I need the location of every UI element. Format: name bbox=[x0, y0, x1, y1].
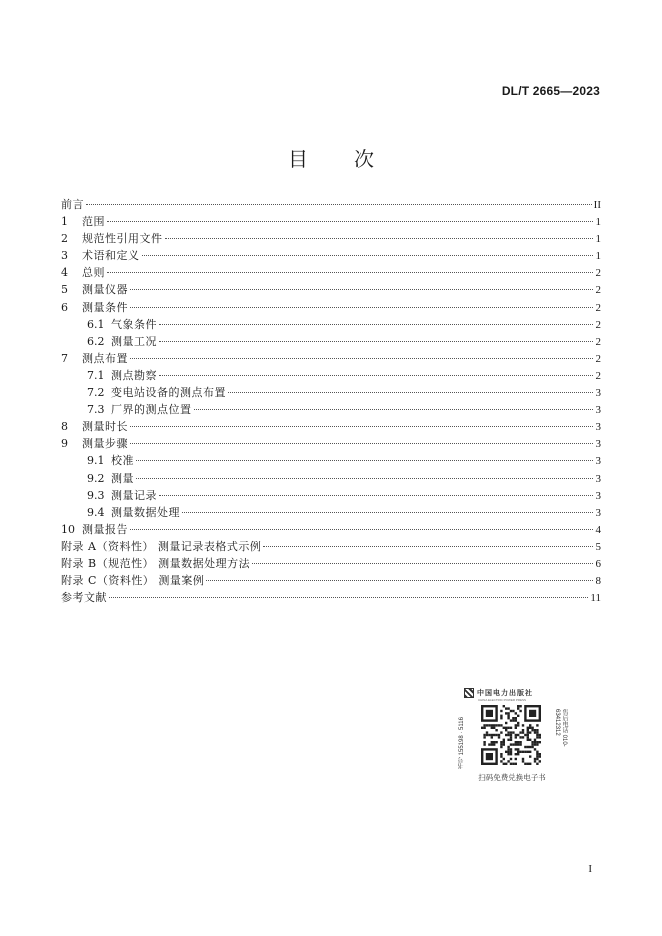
toc-entry-page: 4 bbox=[595, 523, 601, 536]
toc-entry-label: 变电站设备的测点布置 bbox=[111, 386, 226, 400]
toc-entry-label: 参考文献 bbox=[61, 591, 107, 605]
toc-entry-page: 8 bbox=[595, 575, 601, 588]
toc-entry-label: 测量时长 bbox=[82, 420, 128, 434]
toc-entry-page: 11 bbox=[590, 592, 601, 605]
toc-entry[interactable] bbox=[61, 281, 601, 298]
toc-dot-leader bbox=[159, 324, 593, 325]
toc-entry-number: 6.2 bbox=[87, 334, 105, 348]
toc-entry-page: 6 bbox=[595, 557, 601, 570]
standard-code: DL/T 2665—2023 bbox=[501, 84, 600, 98]
toc-entry-page: 3 bbox=[595, 506, 601, 519]
toc-entry[interactable] bbox=[61, 299, 601, 316]
toc-entry-label: 测量条件 bbox=[82, 300, 128, 314]
toc-entry-number: 9 bbox=[61, 437, 68, 451]
toc-entry[interactable] bbox=[61, 316, 601, 333]
toc-entry-number: 7.2 bbox=[87, 386, 105, 400]
toc-dot-leader bbox=[228, 392, 593, 393]
toc-dot-leader bbox=[86, 204, 592, 205]
toc-entry-label: 测量数据处理 bbox=[111, 505, 180, 519]
toc-entry[interactable] bbox=[61, 538, 601, 555]
toc-entry[interactable] bbox=[61, 589, 601, 606]
toc-entry[interactable] bbox=[61, 470, 601, 487]
toc-entry-page: 2 bbox=[595, 267, 601, 280]
toc-entry-label: 测点勘察 bbox=[111, 368, 157, 382]
toc-entry-page: 3 bbox=[595, 489, 601, 502]
toc-entry[interactable] bbox=[61, 350, 601, 367]
toc-dot-leader bbox=[159, 341, 593, 342]
toc-entry-page: 2 bbox=[595, 335, 601, 348]
toc-dot-leader bbox=[136, 460, 593, 461]
toc-entry[interactable] bbox=[61, 521, 601, 538]
toc-entry-page: II bbox=[593, 199, 601, 211]
toc-entry-label: 前言 bbox=[61, 198, 84, 211]
toc-entry-page: 3 bbox=[595, 472, 601, 485]
toc-entry-page: 3 bbox=[595, 421, 601, 434]
toc-entry-number: 10 bbox=[61, 522, 75, 536]
toc-dot-leader bbox=[182, 512, 593, 513]
toc-dot-leader bbox=[142, 255, 594, 256]
isbn-vertical-text: 书号 155198 · 5116 bbox=[459, 717, 465, 769]
toc-entry[interactable] bbox=[61, 247, 601, 264]
toc-entry-page: 3 bbox=[595, 455, 601, 468]
toc-dot-leader bbox=[136, 478, 593, 479]
toc-dot-leader bbox=[109, 597, 588, 598]
toc-entry[interactable] bbox=[61, 230, 601, 247]
toc-entry-label: 术语和定义 bbox=[82, 249, 140, 263]
toc-dot-leader bbox=[130, 289, 593, 290]
toc-dot-leader bbox=[159, 375, 593, 376]
toc-entry-label: 范围 bbox=[82, 215, 105, 229]
toc-entry-label: 附录 C（资料性） 测量案例 bbox=[61, 574, 205, 588]
toc-entry[interactable] bbox=[61, 555, 601, 572]
toc-dot-leader bbox=[130, 529, 593, 530]
phone-vertical-text: 售后电话 010-63412312 bbox=[554, 709, 567, 747]
toc-entry-number: 6.1 bbox=[87, 317, 105, 331]
toc-entry[interactable] bbox=[61, 384, 601, 401]
toc-entry-number: 7.3 bbox=[87, 403, 105, 417]
toc-entry-number: 9.4 bbox=[87, 505, 105, 519]
toc-entry-label: 总则 bbox=[82, 266, 105, 280]
toc-entry-label: 测量 bbox=[111, 471, 134, 485]
toc-entry[interactable] bbox=[61, 487, 601, 504]
toc-dot-leader bbox=[263, 546, 593, 547]
toc-dot-leader bbox=[252, 563, 593, 564]
toc-entry-label: 测量记录 bbox=[111, 488, 157, 502]
toc-entry-number: 9.3 bbox=[87, 488, 105, 502]
toc-dot-leader bbox=[130, 426, 593, 427]
toc-entry-number: 6 bbox=[61, 300, 68, 314]
toc-entry-number: 8 bbox=[61, 420, 68, 434]
toc-dot-leader bbox=[206, 580, 593, 581]
publisher-logo-text: 中国电力出版社 bbox=[477, 688, 533, 697]
toc-dot-leader bbox=[130, 443, 593, 444]
toc-dot-leader bbox=[107, 272, 593, 273]
toc-entry[interactable] bbox=[61, 196, 601, 213]
toc-entry-page: 5 bbox=[595, 540, 601, 553]
toc-entry-label: 附录 A（资料性） 测量记录表格式示例 bbox=[61, 539, 262, 553]
qr-caption: 扫码免费兑换电子书 bbox=[478, 773, 546, 782]
toc-entry-number: 9.1 bbox=[87, 454, 105, 468]
toc-entry[interactable] bbox=[61, 435, 601, 452]
toc-entry-label: 厂界的测点位置 bbox=[111, 403, 192, 417]
toc-entry-number: 2 bbox=[61, 232, 68, 246]
toc-entry[interactable] bbox=[61, 264, 601, 281]
toc-entry-number: 9.2 bbox=[87, 471, 105, 485]
toc-entry-label: 附录 B（规范性） 测量数据处理方法 bbox=[61, 556, 251, 570]
toc-entry-page: 1 bbox=[595, 233, 601, 246]
toc-dot-leader bbox=[130, 307, 593, 308]
toc-dot-leader bbox=[165, 238, 594, 239]
toc-entry-page: 3 bbox=[595, 387, 601, 400]
toc-dot-leader bbox=[130, 358, 593, 359]
toc-entry[interactable] bbox=[61, 333, 601, 350]
toc-entry-page: 1 bbox=[595, 216, 601, 229]
toc-entry-page: 2 bbox=[595, 369, 601, 382]
toc-dot-leader bbox=[107, 221, 593, 222]
toc-entry[interactable] bbox=[61, 213, 601, 230]
publisher-english-name: CHINA ELECTRIC POWER PRESS bbox=[478, 698, 527, 702]
toc-entry[interactable] bbox=[61, 504, 601, 521]
toc-entry-page: 3 bbox=[595, 438, 601, 451]
toc-entry-label: 测量仪器 bbox=[82, 283, 128, 297]
qr-code-icon[interactable] bbox=[470, 704, 552, 766]
toc-entry[interactable] bbox=[61, 401, 601, 418]
toc-entry-number: 7.1 bbox=[87, 368, 105, 382]
toc-entry[interactable] bbox=[61, 452, 601, 469]
toc-entry-number: 3 bbox=[61, 249, 68, 263]
toc-entry-page: 3 bbox=[595, 404, 601, 417]
toc-entry-label: 测点布置 bbox=[82, 351, 128, 365]
toc-entry-page: 2 bbox=[595, 284, 601, 297]
toc-entry-page: 2 bbox=[595, 352, 601, 365]
toc-entry-label: 测量工况 bbox=[111, 334, 157, 348]
toc-entry-label: 气象条件 bbox=[111, 317, 157, 331]
toc-entry-label: 校准 bbox=[111, 454, 134, 468]
toc-dot-leader bbox=[194, 409, 594, 410]
toc-entry-page: 2 bbox=[595, 318, 601, 331]
toc-entry-number: 4 bbox=[61, 266, 68, 280]
publisher-logo-icon bbox=[464, 688, 474, 698]
toc-entry[interactable] bbox=[61, 572, 601, 589]
toc-entry-page: 1 bbox=[595, 250, 601, 263]
page-title: 目次 bbox=[288, 147, 420, 171]
toc-entry-label: 测量报告 bbox=[82, 522, 128, 536]
toc-entry-number: 7 bbox=[61, 351, 68, 365]
toc-entry[interactable] bbox=[61, 367, 601, 384]
toc-entry-number: 1 bbox=[61, 215, 68, 229]
qr-promo-card bbox=[458, 687, 568, 789]
toc-dot-leader bbox=[159, 495, 593, 496]
toc-entry-label: 规范性引用文件 bbox=[82, 232, 163, 246]
toc-entry[interactable] bbox=[61, 418, 601, 435]
toc-entry-label: 测量步骤 bbox=[82, 437, 128, 451]
page-number: I bbox=[588, 863, 592, 875]
table-of-contents bbox=[61, 196, 601, 606]
toc-entry-page: 2 bbox=[595, 301, 601, 314]
toc-entry-number: 5 bbox=[61, 283, 68, 297]
